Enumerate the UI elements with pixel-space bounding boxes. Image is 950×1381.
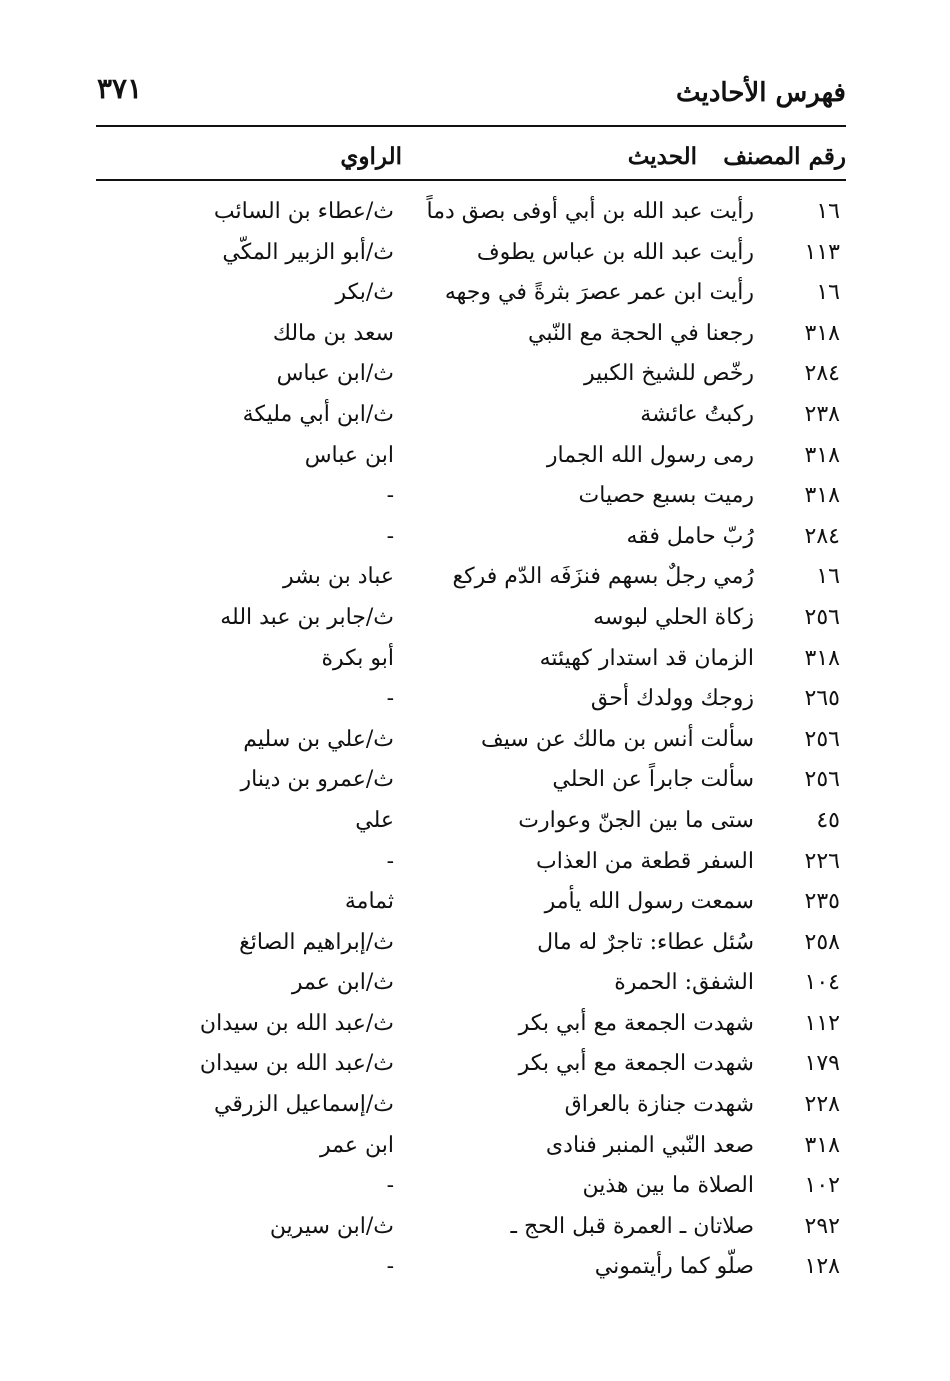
hadith-number: ١٦ — [816, 280, 840, 306]
hadith-number: ٢٥٦ — [804, 604, 840, 630]
table-row — [96, 926, 846, 967]
table-row — [96, 682, 846, 723]
table-row — [96, 642, 846, 683]
hadith-number: ٣١٨ — [804, 1132, 840, 1158]
hadith-number: ٤٥ — [816, 807, 840, 833]
hadith-number: ٢٣٨ — [804, 401, 840, 427]
table-row — [96, 885, 846, 926]
narrator: ث/إسماعيل الزرقي — [214, 1092, 394, 1118]
table-row — [96, 1169, 846, 1210]
table-row — [96, 601, 846, 642]
hadith-number: ٢٥٦ — [804, 726, 840, 752]
narrator: ث/عبد الله بن سيدان — [199, 1051, 394, 1077]
narrator: ث/ابن سيرين — [269, 1213, 394, 1239]
hadith-text: رميت بسبع حصيات — [578, 483, 754, 509]
hadith-text: السفر قطعة من العذاب — [536, 848, 754, 874]
hadith-text: سألت أنس بن مالك عن سيف — [480, 726, 754, 752]
narrator: ابن عمر — [320, 1132, 394, 1158]
hadith-text: صلاتان ـ العمرة قبل الحج ـ — [510, 1213, 754, 1239]
table-row — [96, 1129, 846, 1170]
narrator: ثمامة — [344, 889, 394, 915]
table-row — [96, 357, 846, 398]
hadith-number: ٣١٨ — [804, 442, 840, 468]
narrator: ث/عمرو بن دينار — [240, 767, 394, 793]
hadith-text: شهدت جنازة بالعراق — [564, 1092, 754, 1118]
hadith-number: ٣١٨ — [804, 483, 840, 509]
narrator: ث/ابن عمر — [291, 970, 394, 996]
hadith-number: ١٢٨ — [804, 1254, 840, 1280]
hadith-text: سمعت رسول الله يأمر — [544, 889, 754, 915]
narrator: ث/بكر — [335, 280, 394, 306]
hadith-text: رأيت عبد الله بن عباس يطوف — [476, 239, 754, 265]
hadith-number: ١١٣ — [804, 239, 840, 265]
narrator: ث/ابن أبي مليكة — [242, 401, 394, 427]
hadith-text: رُبّ حامل فقه — [626, 523, 754, 549]
hadith-number: ١٠٤ — [804, 970, 840, 996]
narrator: علي — [355, 807, 394, 833]
narrator: - — [386, 848, 394, 874]
narrator: ث/عطاء بن السائب — [213, 199, 394, 224]
hadith-text: رجعنا في الحجة مع النّبي — [528, 320, 754, 346]
column-header-rule — [96, 179, 846, 181]
hadith-text: رأيت عبد الله بن أبي أوفى بصق دماً — [426, 199, 754, 224]
hadith-number: ١٧٩ — [804, 1051, 840, 1077]
table-row — [96, 723, 846, 764]
table-row — [96, 1210, 846, 1251]
table-row — [96, 195, 846, 236]
table-row — [96, 520, 846, 561]
hadith-number: ٣١٨ — [804, 320, 840, 346]
narrator: ابن عباس — [304, 442, 394, 468]
narrator: - — [386, 523, 394, 549]
hadith-number: ٢٨٤ — [804, 361, 840, 387]
column-header-hadith: الحديث — [627, 143, 697, 170]
hadith-text: الزمان قد استدار كهيئته — [539, 645, 754, 671]
header-rule — [96, 125, 846, 127]
hadith-number: ٢٥٨ — [804, 929, 840, 955]
table-row — [96, 1088, 846, 1129]
page-number: ٣٧١ — [97, 72, 143, 105]
narrator: ث/عبد الله بن سيدان — [199, 1010, 394, 1036]
hadith-text: الصلاة ما بين هذين — [582, 1173, 754, 1199]
narrator: ث/جابر بن عبد الله — [220, 604, 394, 630]
narrator: ث/أبو الزبير المكّي — [222, 239, 394, 265]
table-row — [96, 560, 846, 601]
hadith-text: شهدت الجمعة مع أبي بكر — [518, 1010, 754, 1036]
narrator: ث/ابن عباس — [276, 361, 394, 387]
hadith-number: ٢٣٥ — [804, 889, 840, 915]
hadith-text: سُئل عطاء: تاجرٌ له مال — [537, 929, 754, 955]
hadith-text: رخّص للشيخ الكبير — [584, 361, 754, 387]
hadith-text: ركبتُ عائشة — [640, 401, 754, 427]
table-row — [96, 763, 846, 804]
table-row — [96, 1007, 846, 1048]
table-row — [96, 1250, 846, 1291]
hadith-text: زوجك وولدك أحق — [590, 686, 754, 712]
hadith-text: شهدت الجمعة مع أبي بكر — [518, 1051, 754, 1077]
hadith-text: رمى رسول الله الجمار — [546, 442, 754, 468]
table-row — [96, 398, 846, 439]
hadith-text: الشفق: الحمرة — [614, 970, 754, 996]
table-row — [96, 804, 846, 845]
column-header-narrator: الراوي — [340, 143, 402, 170]
narrator: - — [386, 483, 394, 509]
narrator: عباد بن بشر — [282, 564, 394, 590]
hadith-number: ٢٢٦ — [804, 848, 840, 874]
hadith-text: ستى ما بين الجنّ وعوارت — [518, 807, 754, 833]
narrator: أبو بكرة — [321, 645, 394, 671]
hadith-number: ٢٥٦ — [804, 767, 840, 793]
hadith-number: ٢٢٨ — [804, 1092, 840, 1118]
hadith-number: ٢٨٤ — [804, 523, 840, 549]
hadith-text: صلّو كما رأيتموني — [594, 1254, 754, 1280]
table-row — [96, 1047, 846, 1088]
table-row — [96, 479, 846, 520]
hadith-number: ١٦ — [816, 564, 840, 590]
running-title: فهرس الأحاديث — [676, 78, 846, 108]
table-row — [96, 236, 846, 277]
table-row — [96, 276, 846, 317]
column-header-number: رقم المصنف — [723, 143, 846, 170]
hadith-index-table — [96, 195, 846, 1291]
hadith-number: ٣١٨ — [804, 645, 840, 671]
narrator: سعد بن مالك — [272, 320, 394, 346]
hadith-number: ٢٦٥ — [804, 686, 840, 712]
hadith-number: ٢٩٢ — [804, 1213, 840, 1239]
hadith-text: سألت جابراً عن الحلي — [552, 767, 754, 793]
hadith-text: رأيت ابن عمر عصرَ بثرةً في وجهه — [444, 280, 754, 306]
hadith-text: صعد النّبي المنبر فنادى — [545, 1132, 754, 1158]
hadith-number: ١١٢ — [804, 1010, 840, 1036]
narrator: ث/علي بن سليم — [243, 726, 394, 752]
hadith-number: ١٦ — [816, 199, 840, 224]
table-row — [96, 317, 846, 358]
table-row — [96, 439, 846, 480]
table-row — [96, 845, 846, 886]
narrator: - — [386, 686, 394, 712]
hadith-number: ١٠٢ — [804, 1173, 840, 1199]
table-row — [96, 966, 846, 1007]
hadith-text: زكاة الحلي لبوسه — [593, 604, 754, 630]
narrator: - — [386, 1254, 394, 1280]
hadith-text: رُمي رجلٌ بسهم فنزَفَه الدّم فركع — [452, 564, 754, 590]
narrator: ث/إبراهيم الصائغ — [239, 929, 394, 955]
narrator: - — [386, 1173, 394, 1199]
